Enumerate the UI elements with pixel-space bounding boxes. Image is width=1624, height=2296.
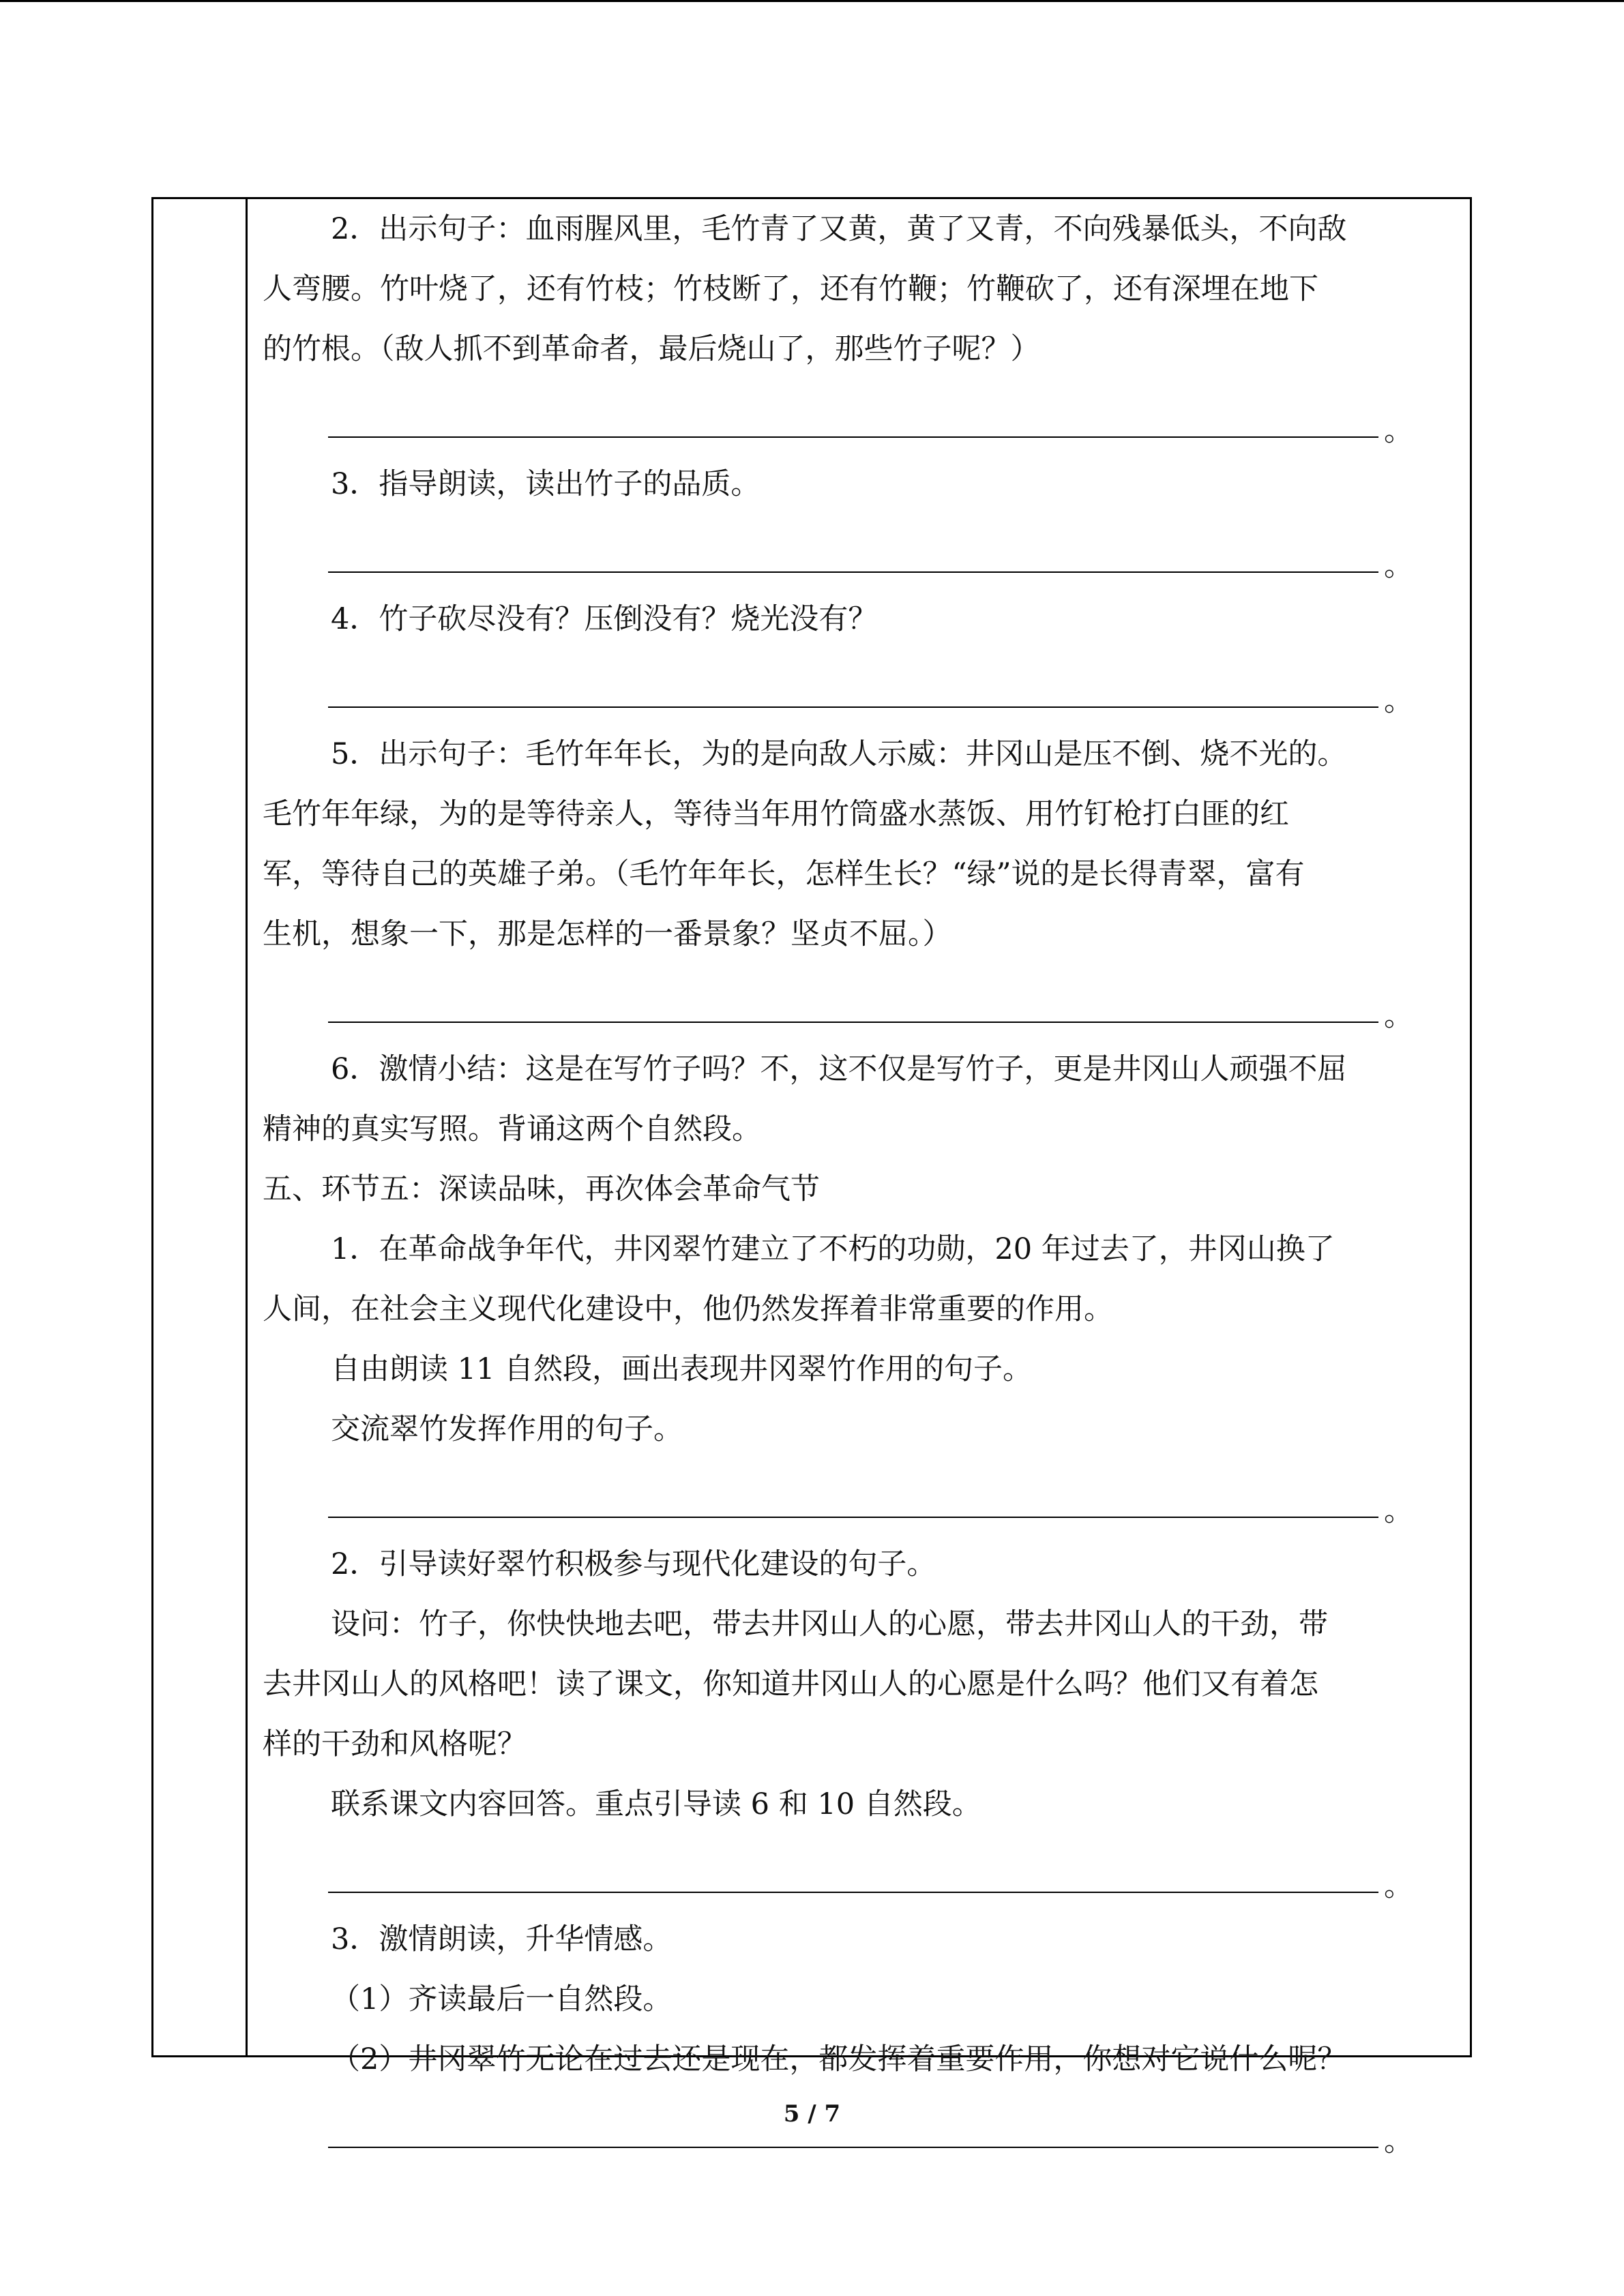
answer-blank[interactable] [263,394,1459,454]
period-mark: 。 [1384,999,1413,1033]
answer-underline [328,706,1378,708]
page-top-border [0,0,1624,2]
paragraph-line: 生机，想象一下，那是怎样的一番景象？坚贞不屈。） [263,917,952,951]
paragraph-line: 人间，在社会主义现代化建设中，他仍然发挥着非常重要的作用。 [263,1292,1113,1326]
answer-underline [328,436,1378,438]
paragraph-line: 去井冈山人的风格吧！读了课文，你知道井冈山人的心愿是什么吗？他们又有着怎 [263,1667,1318,1701]
paragraph-line: 设问：竹子，你快快地去吧，带去井冈山人的心愿，带去井冈山人的干劲，带 [331,1607,1328,1641]
answer-underline [328,571,1378,573]
paragraph-line: （2）井冈翠竹无论在过去还是现在，都发挥着重要作用，你想对它说什么呢？ [331,2042,1347,2076]
period-mark: 。 [1384,1869,1413,1903]
period-mark: 。 [1384,684,1413,718]
answer-blank[interactable] [263,529,1459,589]
answer-underline [328,1517,1378,1518]
paragraph-line: 五、环节五：深读品味，再次体会革命气节 [263,1172,820,1206]
paragraph-line: 的竹根。（敌人抓不到革命者，最后烧山了，那些竹子呢？） [263,332,1040,366]
answer-blank[interactable] [263,979,1459,1039]
paragraph-line: 军，等待自己的英雄子弟。（毛竹年年长，怎样生长？“绿”说的是长得青翠，富有 [263,857,1305,891]
answer-blank[interactable] [263,1474,1459,1534]
paragraph-line: 4．竹子砍尽没有？压倒没有？烧光没有？ [331,602,878,636]
answer-underline [328,1892,1378,1893]
column-divider [246,199,248,2055]
paragraph-line: 人弯腰。竹叶烧了，还有竹枝；竹枝断了，还有竹鞭；竹鞭砍了，还有深埋在地下 [263,272,1318,306]
paragraph-line: 1．在革命战争年代，井冈翠竹建立了不朽的功勋，20 年过去了，井冈山换了 [331,1232,1335,1266]
paragraph-line: （1）齐读最后一自然段。 [331,1982,673,2016]
answer-underline [328,2147,1378,2148]
answer-blank[interactable] [263,1849,1459,1909]
page-number: 5 / 7 [783,2100,841,2128]
paragraph-line: 2．出示句子：血雨腥风里，毛竹青了又黄，黄了又青，不向残暴低头，不向敌 [331,212,1347,246]
paragraph-line: 3．指导朗读，读出竹子的品质。 [331,467,761,501]
paragraph-line: 自由朗读 11 自然段，画出表现井冈翠竹作用的句子。 [331,1352,1033,1386]
paragraph-line: 5．出示句子：毛竹年年长，为的是向敌人示威：井冈山是压不倒、烧不光的。 [331,737,1347,771]
paragraph-line: 6．激情小结：这是在写竹子吗？不，这不仅是写竹子，更是井冈山人顽强不屈 [331,1052,1347,1086]
paragraph-line: 样的干劲和风格呢？ [263,1727,527,1761]
paragraph-line: 精神的真实写照。背诵这两个自然段。 [263,1112,761,1146]
answer-blank[interactable] [263,664,1459,724]
paragraph-line: 联系课文内容回答。重点引导读 6 和 10 自然段。 [331,1787,981,1821]
period-mark: 。 [1384,549,1413,583]
paragraph-line: 2．引导读好翠竹积极参与现代化建设的句子。 [331,1547,936,1581]
period-mark: 。 [1384,1494,1413,1528]
answer-underline [328,1022,1378,1023]
paragraph-line: 毛竹年年绿，为的是等待亲人，等待当年用竹筒盛水蒸饭、用竹钉枪打白匪的红 [263,797,1289,831]
period-mark: 。 [1384,2124,1413,2158]
period-mark: 。 [1384,414,1413,448]
paragraph-line: 3．激情朗读，升华情感。 [331,1922,673,1956]
paragraph-line: 交流翠竹发挥作用的句子。 [331,1412,683,1446]
